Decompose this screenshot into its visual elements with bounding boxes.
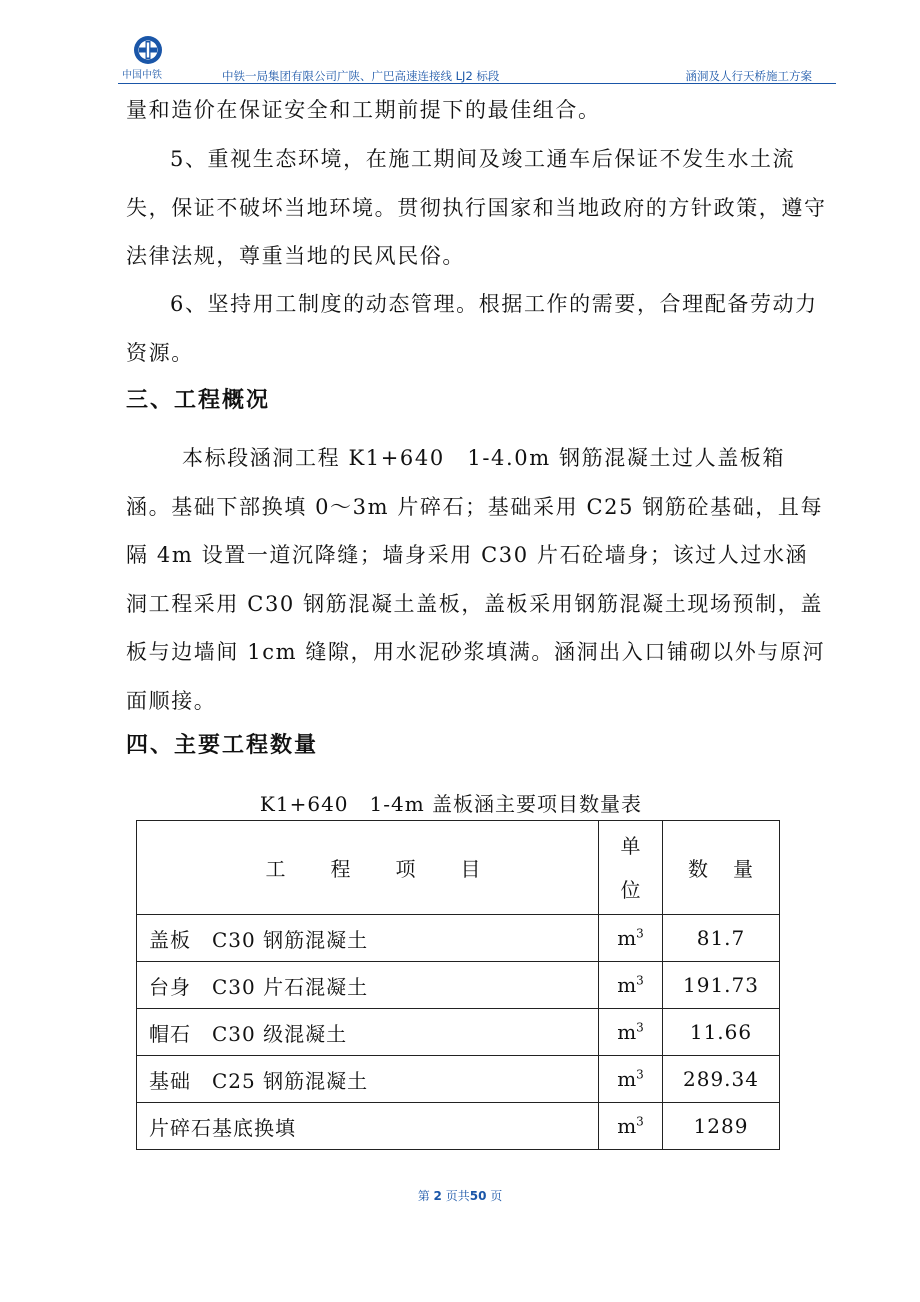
table-row: [137, 1009, 780, 1056]
row-item: 基础 C25 钢筋混凝土: [137, 1056, 599, 1103]
row-item: 盖板 C30 钢筋混凝土: [137, 915, 599, 962]
header-quantity: 数 量: [663, 821, 780, 915]
company-logo: [118, 30, 176, 82]
header-divider: [118, 83, 836, 84]
header-item: 工 程 项 目: [137, 821, 599, 915]
logo-text: 中国中铁: [122, 70, 162, 81]
header-document-title: 涵洞及人行天桥施工方案: [685, 69, 812, 83]
row-quantity: 81.7: [663, 915, 780, 962]
table-caption: K1+640 1-4m 盖板涵主要项目数量表: [259, 792, 643, 816]
row-quantity: 1289: [663, 1103, 780, 1150]
section-heading-quantities: 四、主要工程数量: [126, 733, 319, 758]
table-header-row: [137, 821, 780, 915]
row-quantity: 191.73: [663, 962, 780, 1009]
row-unit: $m^3$: [599, 1103, 663, 1150]
table-row: [137, 1056, 780, 1103]
table-row: [137, 915, 780, 962]
crec-logo-icon: [133, 35, 163, 65]
row-unit: $m^3$: [599, 1056, 663, 1103]
table-row: [137, 1103, 780, 1150]
page-header: [118, 30, 836, 86]
row-quantity: 289.34: [663, 1056, 780, 1103]
section-heading-overview: 三、工程概况: [126, 388, 271, 413]
header-unit: 单 位: [599, 821, 663, 915]
table-row: [137, 962, 780, 1009]
header-project-name: 中铁一局集团有限公司广陕、广巴高速连接线 LJ2 标段: [222, 69, 500, 83]
current-page-number: 2: [433, 1189, 442, 1203]
quantity-table: [136, 820, 780, 1150]
row-item: 片碎石基底换填: [137, 1103, 599, 1150]
paragraph-item-6: 6、坚持用工制度的动态管理。根据工作的需要，合理配备劳动力资源。: [126, 292, 818, 365]
total-page-number: 50: [469, 1189, 487, 1203]
row-unit: $m^3$: [599, 915, 663, 962]
page-footer: 第 2 页共50 页: [417, 1189, 503, 1203]
paragraph-continuation: 量和造价在保证安全和工期前提下的最佳组合。: [126, 98, 601, 122]
paragraph-overview: 本标段涵洞工程 K1+640 1-4.0m 钢筋混凝土过人盖板箱涵。基础下部换填 0～3m 片碎石；基础采用 C25 钢筋砼基础，且每隔 4m 设置一道沉降缝；墙身采用 C30 片石砼墙身；该过人过水涵洞工程采用 C30 钢筋混凝土盖板，盖板采用钢筋混凝土现场预制，盖板与边墙间 1cm 缝隙，用水泥砂浆填满。涵洞出入口铺砌以外与原河面顺接。: [126, 446, 826, 713]
row-unit: $m^3$: [599, 1009, 663, 1056]
row-item: 帽石 C30 级混凝土: [137, 1009, 599, 1056]
paragraph-item-5: 5、重视生态环境，在施工期间及竣工通车后保证不发生水土流失，保证不破坏当地环境。贯彻执行国家和当地政府的方针政策，遵守法律法规，尊重当地的民风民俗。: [126, 147, 827, 268]
row-item: 台身 C30 片石混凝土: [137, 962, 599, 1009]
row-unit: $m^3$: [599, 962, 663, 1009]
row-quantity: 11.66: [663, 1009, 780, 1056]
